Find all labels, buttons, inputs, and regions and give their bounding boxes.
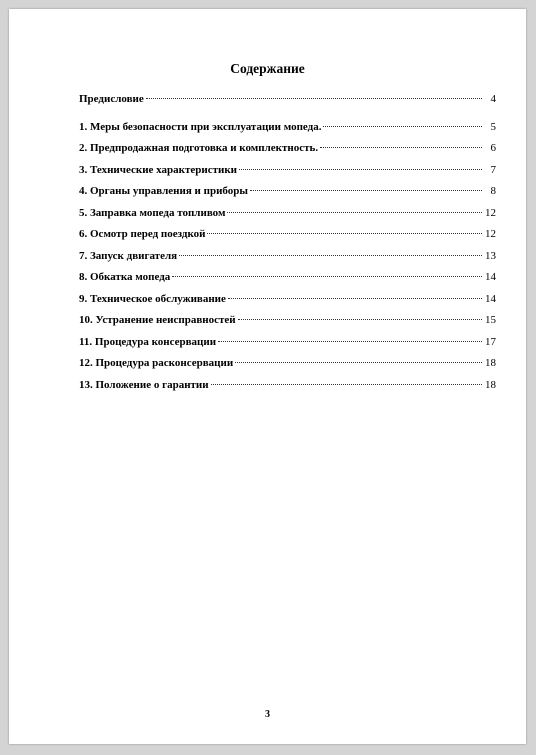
toc-entry-label: Предисловие: [79, 93, 144, 105]
toc-entry-page: 13: [485, 249, 496, 262]
toc-entry-label: 4. Органы управления и приборы: [79, 185, 248, 197]
toc-entry-label: 9. Техническое обслуживание: [79, 292, 226, 305]
dot-leader: [235, 362, 482, 363]
toc-entry-label: 8. Обкатка мопеда: [79, 271, 171, 283]
dot-leader: [207, 233, 482, 234]
toc-entry-label: 5. Заправка мопеда топливом: [79, 206, 226, 219]
toc-entry-label: 7. Запуск двигателя: [79, 249, 178, 262]
toc-entry-page: 7: [490, 163, 496, 176]
toc-entry-label: 6. Осмотр перед поездкой: [79, 228, 206, 240]
toc-entry-page: 12: [485, 206, 496, 219]
toc-entry-label: 13. Положение о гарантии: [79, 378, 209, 391]
toc-entry-8[interactable]: [79, 271, 496, 293]
page-title: Содержание: [230, 61, 305, 76]
dot-leader: [323, 126, 482, 127]
toc-entry-page: 14: [485, 292, 496, 305]
toc-entry-page: 14: [485, 271, 496, 283]
dot-leader: [239, 169, 482, 170]
toc-entry-page: 4: [490, 93, 496, 105]
toc-entry-label: 1. Меры безопасности при эксплуатации мопеда.: [79, 120, 322, 133]
dot-leader: [320, 147, 482, 148]
toc-entry-page: 12: [485, 228, 496, 240]
toc-entry-label: 10. Устранение неисправностей: [79, 314, 236, 326]
toc-entry-label: 2. Предпродажная подготовка и комплектность.: [79, 142, 319, 154]
dot-leader: [227, 212, 482, 213]
dot-leader: [172, 276, 482, 277]
dot-leader: [211, 384, 482, 385]
toc-entry-preface[interactable]: [79, 93, 496, 115]
toc-entry-page: 8: [490, 185, 496, 197]
dot-leader: [250, 190, 482, 191]
page-number: 3: [265, 709, 270, 720]
toc-entry-4[interactable]: [79, 185, 496, 207]
toc-entry-page: 5: [490, 120, 496, 133]
dot-leader: [146, 98, 482, 99]
toc-entry-11[interactable]: [79, 336, 496, 358]
toc-entry-3[interactable]: [79, 164, 496, 186]
toc-entry-10[interactable]: [79, 314, 496, 336]
toc-entry-7[interactable]: [79, 250, 496, 272]
dot-leader: [218, 341, 482, 342]
toc-entry-page: 15: [485, 314, 496, 326]
table-of-contents: [79, 93, 496, 400]
toc-entry-13[interactable]: [79, 379, 496, 401]
toc-entry-label: 12. Процедура расконсервации: [79, 357, 234, 369]
toc-entry-label: 3. Технические характеристики: [79, 163, 238, 176]
toc-entry-page: 18: [485, 378, 496, 391]
toc-entry-5[interactable]: [79, 207, 496, 229]
toc-entry-label: 11. Процедура консервации: [79, 335, 217, 348]
toc-entry-9[interactable]: [79, 293, 496, 315]
toc-entry-page: 17: [485, 335, 496, 348]
dot-leader: [179, 255, 482, 256]
dot-leader: [228, 298, 482, 299]
toc-entry-6[interactable]: [79, 228, 496, 250]
document-page: [9, 9, 526, 744]
toc-entry-2[interactable]: [79, 142, 496, 164]
toc-entry-1[interactable]: [79, 121, 496, 143]
toc-entry-page: 18: [485, 357, 496, 369]
toc-entry-page: 6: [490, 142, 496, 154]
toc-entry-12[interactable]: [79, 357, 496, 379]
dot-leader: [238, 319, 482, 320]
